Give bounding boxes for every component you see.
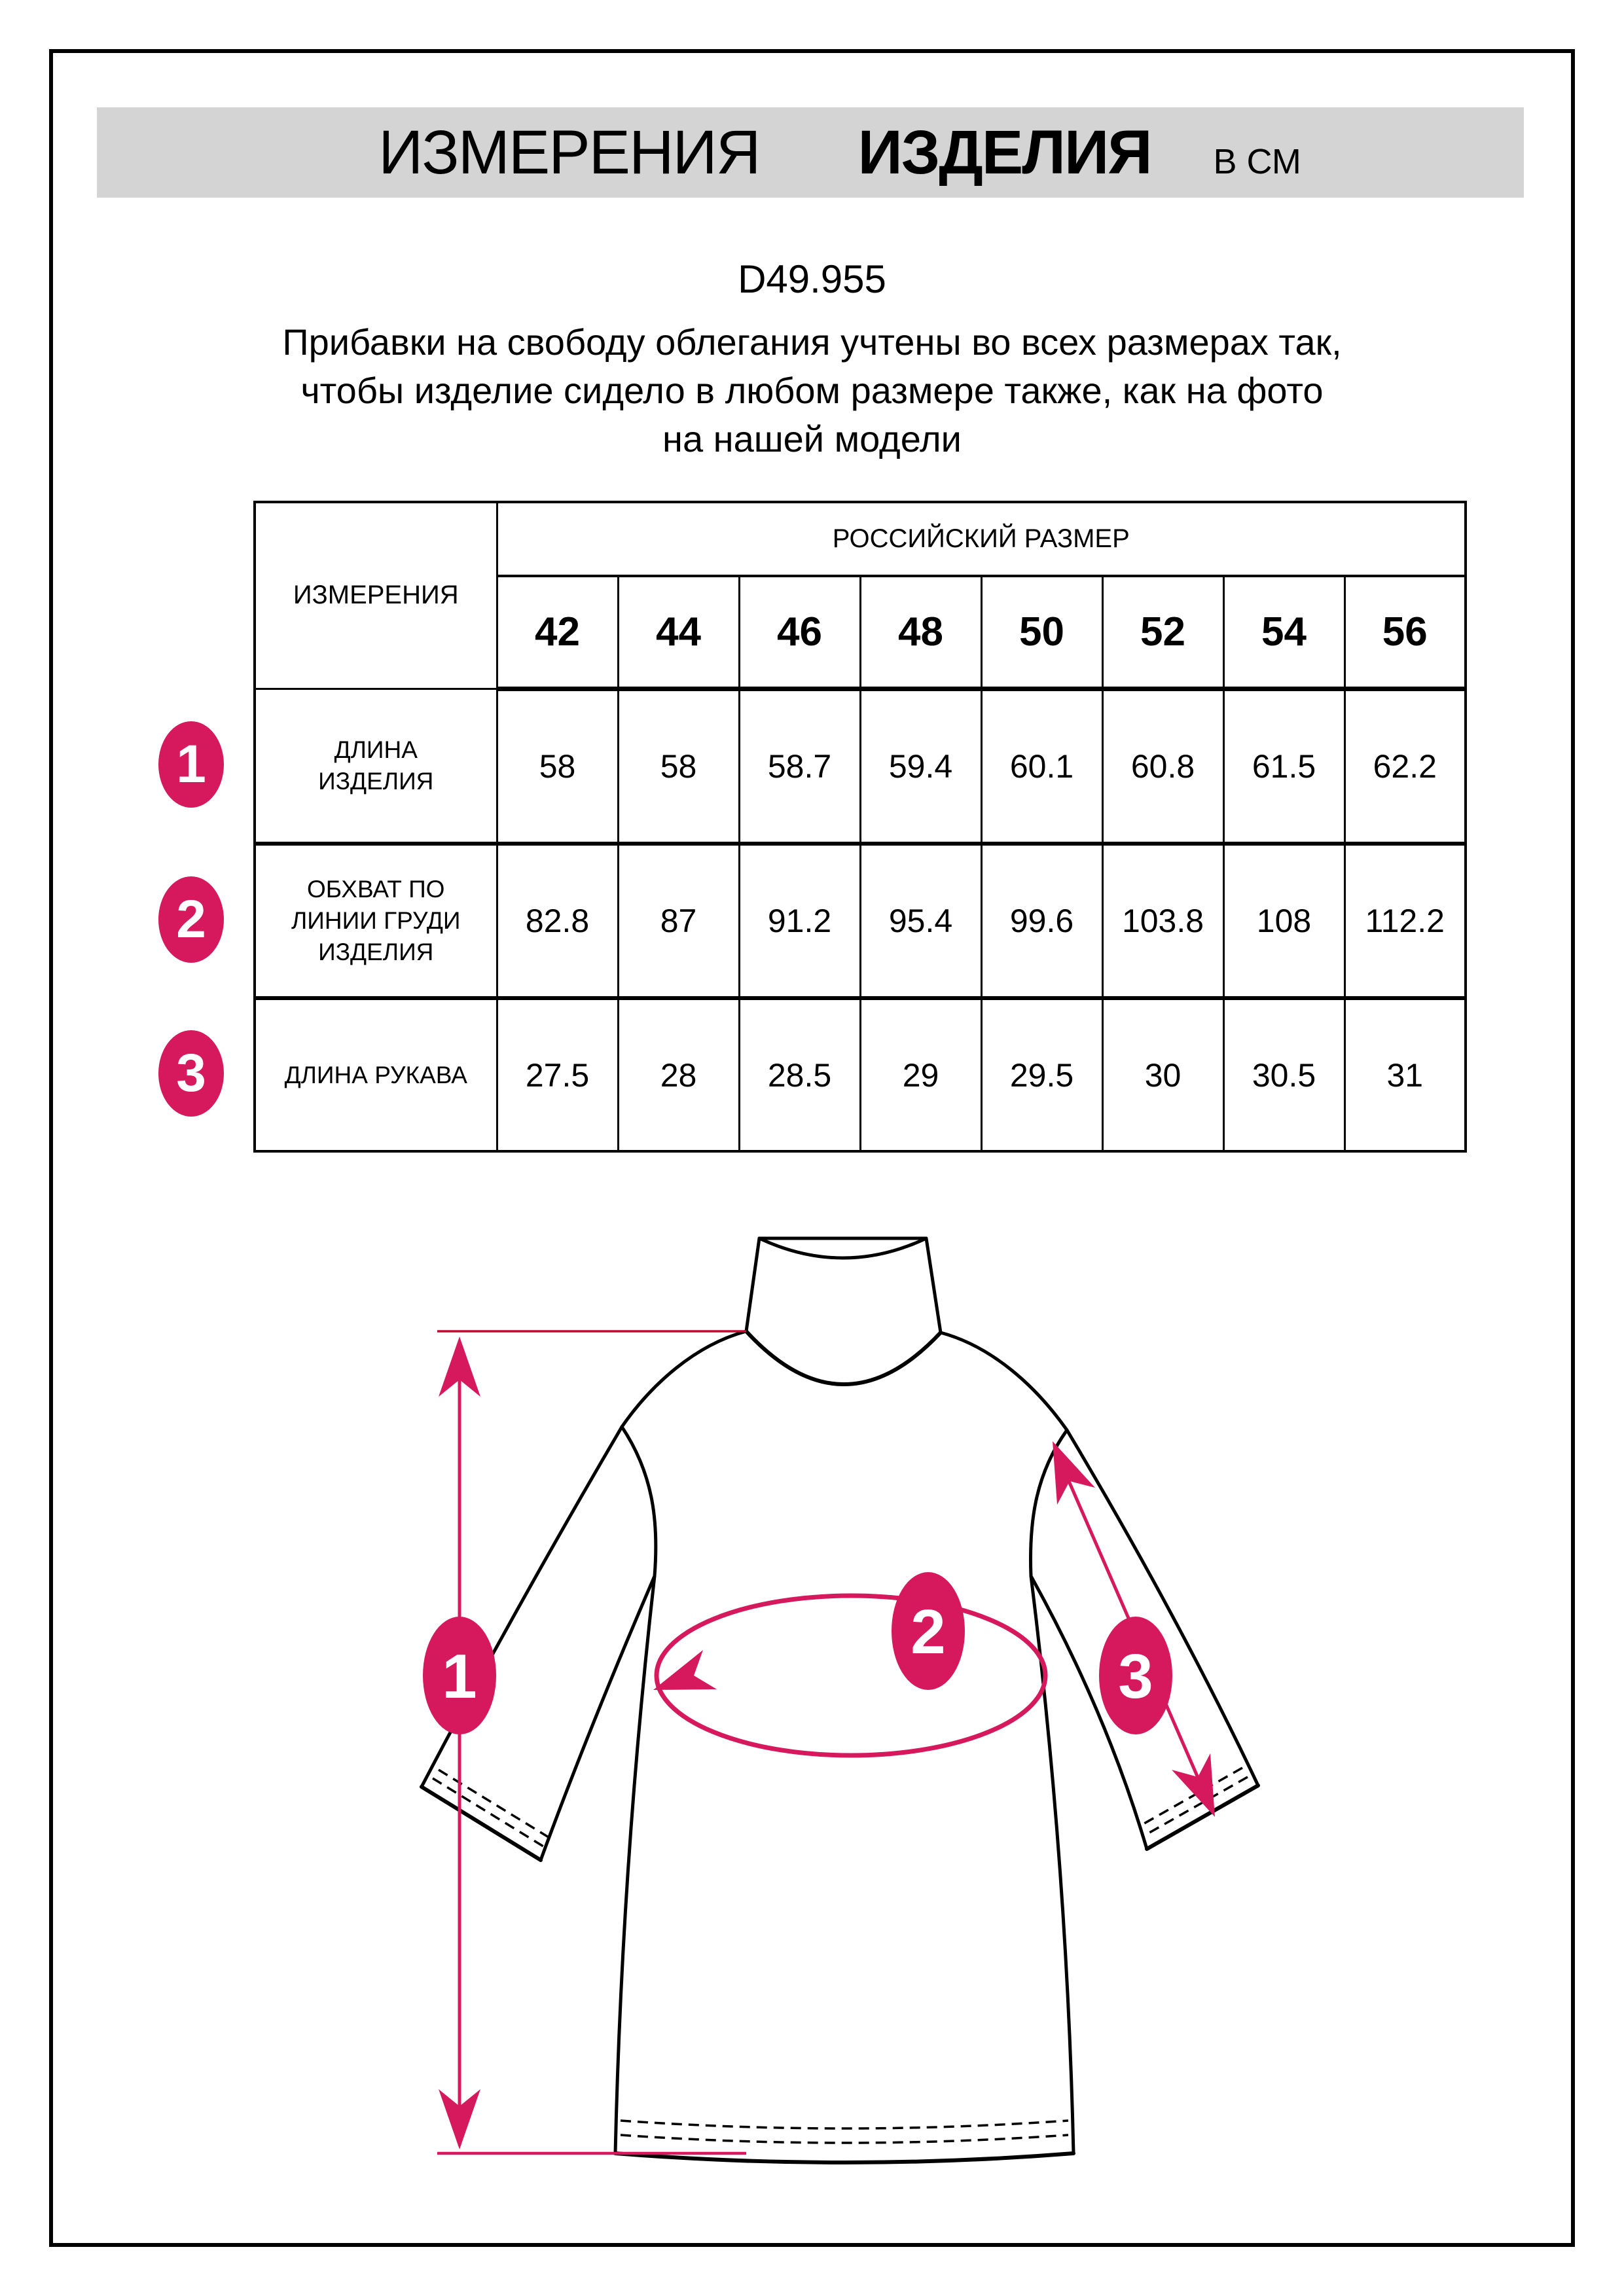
table-cell: 87 [618,844,739,998]
measure-2-badge: 2 [158,876,224,963]
table-cell: 28 [618,998,739,1151]
diagram-label-2: 2 [911,1597,946,1667]
size-header: 48 [860,576,981,689]
fit-note-line: чтобы изделие сидело в любом размере также, как на фото [300,370,1324,411]
table-cell: 58 [618,689,739,844]
diagram-label-1: 1 [442,1641,477,1712]
table-row [255,998,1466,1151]
size-header: 46 [739,576,860,689]
table-cell: 60.1 [981,689,1102,844]
table-cell: 58 [497,689,618,844]
table-cell: 112.2 [1344,844,1466,998]
page-title-product: ИЗДЕЛИЯ [857,118,1151,187]
table-cell: 91.2 [739,844,860,998]
size-header: 42 [497,576,618,689]
table-cell: 61.5 [1223,689,1344,844]
row-label: ДЛИНА ИЗДЕЛИЯ [255,689,497,844]
column-header-measurements: ИЗМЕРЕНИЯ [255,502,497,689]
fit-note-line: Прибавки на свободу облегания учтены во всех размерах так, [282,321,1342,363]
table-cell: 29.5 [981,998,1102,1151]
length-measure-arrow [437,1331,746,2153]
size-header: 56 [1344,576,1466,689]
row-label: ДЛИНА РУКАВА [255,998,497,1151]
measure-1-badge: 1 [158,721,224,808]
diagram-label-3: 3 [1118,1641,1153,1712]
table-cell: 60.8 [1102,689,1223,844]
fit-note-line: на нашей модели [662,418,962,459]
column-header-russian-size: РОССИЙСКИЙ РАЗМЕР [497,502,1466,576]
table-cell: 29 [860,998,981,1151]
product-code: D49.955 [738,257,886,301]
size-header: 52 [1102,576,1223,689]
size-header: 50 [981,576,1102,689]
table-cell: 28.5 [739,998,860,1151]
measure-3-badge: 3 [158,1030,224,1117]
table-cell: 31 [1344,998,1466,1151]
table-cell: 30 [1102,998,1223,1151]
garment-diagram [367,1204,1335,2225]
page-title: ИЗМЕРЕНИЯ [378,118,760,187]
size-header: 54 [1223,576,1344,689]
table-cell: 108 [1223,844,1344,998]
table-cell: 27.5 [497,998,618,1151]
page-title-unit: В СМ [1213,142,1301,181]
fit-note [0,318,1624,463]
table-cell: 82.8 [497,844,618,998]
table-cell: 30.5 [1223,998,1344,1151]
table-cell: 99.6 [981,844,1102,998]
table-row [255,689,1466,844]
table-cell: 103.8 [1102,844,1223,998]
size-header: 44 [618,576,739,689]
table-row [255,844,1466,998]
chest-measure-ellipse [653,1596,1045,1755]
table-cell: 95.4 [860,844,981,998]
row-label: ОБХВАТ ПО ЛИНИИ ГРУДИ ИЗДЕЛИЯ [255,844,497,998]
size-table [253,501,1467,1153]
title-banner [97,107,1524,198]
table-cell: 59.4 [860,689,981,844]
table-cell: 62.2 [1344,689,1466,844]
table-cell: 58.7 [739,689,860,844]
